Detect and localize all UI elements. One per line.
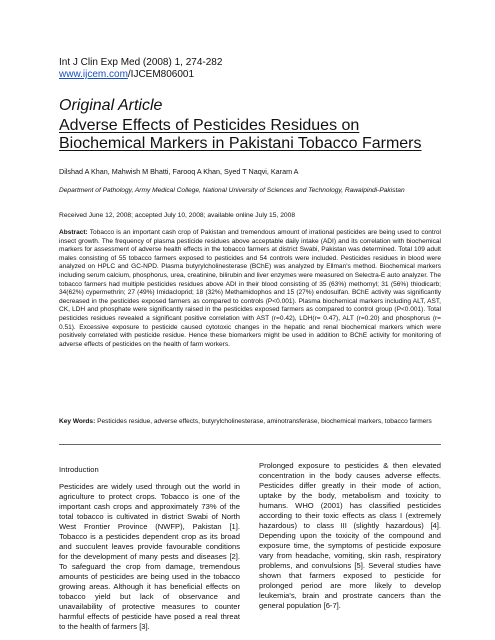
section-heading-introduction: Introduction (59, 465, 99, 474)
abstract-label: Abstract: (59, 229, 88, 236)
abstract-text: Tobacco is an important cash crop of Pakistan and tremendous amount of irrational pesticides are being used to control insect growth. The frequency of plasma pesticide residues above acceptable daily intake (ADI) and its correlation with biochemical markers for assessment of adverse health effects in the tobacco farmers at district Swabi, Pakistan was determined. Total 109 adult males consisting of 55 tobacco farmers exposed to pesticides and 54 controls were included. Pesticides residues in blood were analyzed on HPLC and GC-NPD. Plasma butyrylcholinesterase (BChE) was analyzed by Ellman's method. Biochemical markers including serum calcium, phosphorus, urea, creatinine, bilirubin and liver enzymes were measured on Selectra-E auto analyzer. The tobacco farmers had multiple pesticides residues above ADI in their blood consisting of 35 (63%) methomyl; 31 (56%) thiodicarb; 34(62%) cypermethrin; 27 (49%) Imidacloprid; 18 (32%) Methamidophos and 15 (27%) endosulfan. BChE activity was significantly decreased in the pesticides exposed farmers as compared to controls (P<0.001). Plasma biochemical markers including ALT, AST, CK, LDH and phosphate were significantly raised in the pesticides exposed farmers as compared to control group (P<0.001). Total pesticides residues revealed a significant positive correlation with AST (r=0.42), LDH(r= 0.47), ALT (r=0.20) and phosphorus (r= 0.51). Excessive exposure to pesticide caused cytotoxic changes in the hepatic and renal biochemical markers which were positively correlated with pesticide residue. Hence these biomarkers might be used in addition to BChE activity for monitoring of adverse effects of pesticides on the health of farm workers. (59, 229, 441, 348)
article-title: Adverse Effects of Pesticides Residues on Biochemical Markers in Pakistani Tobacco Farmers (59, 117, 422, 152)
journal-header (59, 57, 222, 81)
body-column-left (59, 465, 240, 632)
body-column-right (259, 461, 441, 611)
article-type: Original Article (59, 97, 163, 114)
journal-citation: Int J Clin Exp Med (2008) 1, 274-282 (59, 57, 223, 68)
publication-dates: Received June 12, 2008; accepted July 10, 2008; available online July 15, 2008 (59, 212, 296, 219)
keywords (59, 418, 441, 427)
abstract (59, 229, 441, 349)
affiliation: Department of Pathology, Army Medical College, National University of Sciences and Technology, Rawalpindi-Pakistan (59, 187, 405, 194)
keywords-text: Pesticides residue, adverse effects, butyrylcholinesterase, aminotransferase, biochemical markers, tobacco farmers (97, 418, 432, 425)
author-list: Dilshad A Khan, Mahwish M Bhatti, Farooq A Khan, Syed T Naqvi, Karam A (59, 167, 299, 176)
keywords-label: Key Words: (59, 418, 96, 425)
body-paragraph: Pesticides are widely used through out the world in agriculture to protect crops. Tobacco is one of the important cash crops and approximately 73% of the total tobacco is cultivated in district Swabi of North West Frontier Province (NWFP), Pakistan [1]. Tobacco is a pesticides dependent crop as its broad and succulent leaves provide favourable conditions for the development of many pests and diseases [2]. To safeguard the crop from damage, tremendous amounts of pesticides are being used in the tobacco growing areas. Although it has beneficial effects on tobacco yield but lack of observance and unavailability of protective measures to counter harmful effects of pesticide have posed a real threat to the health of farmers [3]. (59, 482, 240, 631)
body-paragraph: Prolonged exposure to pesticides & then elevated concentration in the body causes adverse effects. Pesticides differ greatly in their mode of action, uptake by the body, metabolism and toxicity to humans. WHO (2001) has classified pesticides according to their toxic effects as class I (extremely hazardous) to class III (slightly hazardous) [4]. Depending upon the toxicity of the compound and exposure time, the symptoms of pesticide exposure vary from headache, vomiting, skin rash, respiratory problems, and convulsions [5]. Several studies have shown that farmers exposed to pesticide for prolonged period are more likely to develop leukemia's, brain and prostrate cancers than the general population [6-7]. (259, 461, 441, 610)
journal-article-id: /IJCEM806001 (127, 69, 195, 80)
journal-url-link[interactable]: www.ijcem.com (59, 69, 128, 80)
journal-link-line (59, 69, 222, 81)
section-divider (59, 444, 441, 445)
